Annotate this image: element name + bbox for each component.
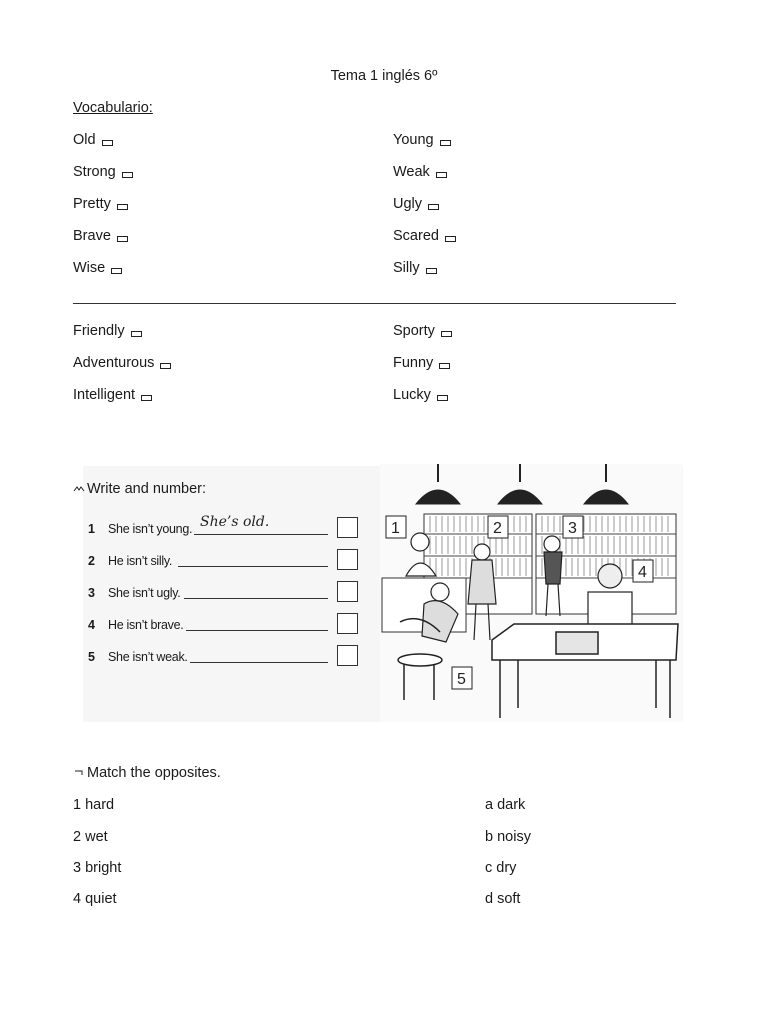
label-1: 1 [391, 520, 400, 537]
label-4: 4 [638, 564, 647, 581]
vocab-left-brave: Brave [73, 228, 128, 244]
library-illustration [380, 464, 682, 722]
exercise2-heading: Match the opposites. [73, 765, 221, 781]
vocab-left-adventurous: Adventurous [73, 355, 171, 371]
match-right-item: b noisy [485, 829, 531, 845]
answer-line[interactable] [194, 534, 328, 535]
number-box[interactable] [337, 581, 358, 602]
match-left-item: 1 hard [73, 797, 115, 813]
exercise1-heading: Write and number: [73, 481, 206, 497]
vocab-left-pretty: Pretty [73, 196, 128, 212]
match-right-item: a dark [485, 797, 526, 813]
exercise1-row: 2 He isn’t silly. [88, 554, 173, 568]
person-girl-shelf [544, 536, 560, 552]
answer-box-icon [436, 172, 447, 178]
exercise1-row: 3 She isn’t ugly. [88, 586, 181, 600]
answer-box-icon [141, 395, 152, 401]
answer-box-icon [445, 236, 456, 242]
answer-box-icon [131, 331, 142, 337]
handwritten-answer: She’s old. [200, 514, 270, 530]
answer-box-icon [426, 268, 437, 274]
number-box[interactable] [337, 517, 358, 538]
exercise1-row: 1 She isn’t young. [88, 522, 193, 536]
label-3: 3 [568, 520, 577, 537]
exercise1-row: 4 He isn’t brave. [88, 618, 184, 632]
match-right-item: d soft [485, 891, 521, 907]
vocab-right-lucky: Lucky [393, 387, 448, 403]
exercise1-row: 5 She isn’t weak. [88, 650, 188, 664]
number-box[interactable] [337, 645, 358, 666]
page-title: Tema 1 inglés 6º [330, 68, 438, 84]
answer-box-icon [437, 395, 448, 401]
answer-box-icon [117, 236, 128, 242]
answer-line[interactable] [178, 566, 328, 567]
vocab-right-weak: Weak [393, 164, 447, 180]
label-2: 2 [493, 520, 502, 537]
vocab-left-wise: Wise [73, 260, 122, 276]
person-reading [598, 564, 622, 588]
answer-box-icon [440, 140, 451, 146]
match-left-item: 3 bright [73, 860, 122, 876]
corner-bracket-icon [73, 766, 87, 780]
person-librarian [411, 533, 429, 551]
answer-box-icon [122, 172, 133, 178]
answer-box-icon [160, 363, 171, 369]
vocab-left-intelligent: Intelligent [73, 387, 152, 403]
match-left-item: 2 wet [73, 829, 108, 845]
number-box[interactable] [337, 613, 358, 634]
scribble-icon [73, 482, 87, 496]
person-on-chair [431, 583, 449, 601]
vocab-left-strong: Strong [73, 164, 133, 180]
vocab-right-scared: Scared [393, 228, 456, 244]
divider-rule [73, 303, 676, 304]
vocab-right-sporty: Sporty [393, 323, 452, 339]
answer-line[interactable] [184, 598, 328, 599]
answer-box-icon [441, 331, 452, 337]
person-girl-standing [474, 544, 490, 560]
answer-box-icon [111, 268, 122, 274]
answer-line[interactable] [190, 662, 328, 663]
section-heading: Vocabulario: [73, 100, 153, 116]
vocab-right-young: Young [393, 132, 451, 148]
answer-box-icon [117, 204, 128, 210]
answer-line[interactable] [186, 630, 328, 631]
number-box[interactable] [337, 549, 358, 570]
match-left-item: 4 quiet [73, 891, 117, 907]
vocab-right-funny: Funny [393, 355, 450, 371]
label-5: 5 [457, 671, 466, 688]
answer-box-icon [428, 204, 439, 210]
vocab-right-silly: Silly [393, 260, 437, 276]
vocab-left-old: Old [73, 132, 113, 148]
vocab-right-ugly: Ugly [393, 196, 439, 212]
answer-box-icon [102, 140, 113, 146]
answer-box-icon [439, 363, 450, 369]
match-right-item: c dry [485, 860, 517, 876]
vocab-left-friendly: Friendly [73, 323, 142, 339]
